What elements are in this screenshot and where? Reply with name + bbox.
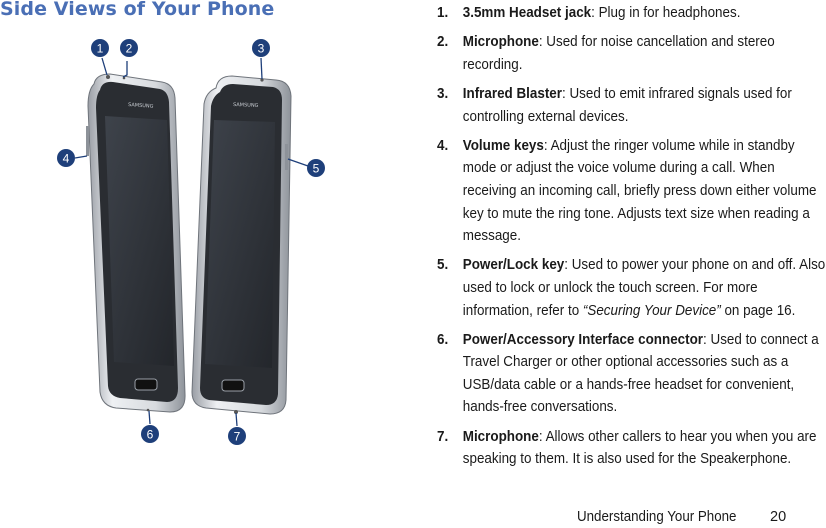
list-item: 2. Microphone: Used for noise cancellation and stereo recording. xyxy=(437,34,775,73)
svg-text:5: 5 xyxy=(312,161,320,176)
svg-text:4: 4 xyxy=(62,151,70,166)
home-key-right xyxy=(222,380,244,391)
cross-reference-link[interactable]: “Securing Your Device” xyxy=(582,302,721,319)
svg-text:7: 7 xyxy=(233,429,241,444)
callout-6 xyxy=(141,425,159,443)
side-view-feature-list xyxy=(437,2,826,477)
svg-text:3: 3 xyxy=(257,41,265,56)
list-item: 3. Infrared Blaster: Used to emit infrared signals used for controlling external devices. xyxy=(437,85,792,125)
phone-left-side-view xyxy=(86,74,185,412)
list-item: 4. Volume keys: Adjust the ringer volume while in standby mode or adjust the voice volume during a call. When receiving an incoming call, briefly press down either volume key to mute the ring tone. Adjusts text size when reading a message. xyxy=(437,137,817,245)
brand-logo-left: SAMSUNG xyxy=(127,102,154,110)
phone-side-views-figure xyxy=(50,34,340,454)
footer-section-title: Understanding Your Phone xyxy=(577,509,737,525)
callout-2 xyxy=(120,39,138,57)
svg-text:2: 2 xyxy=(125,41,133,56)
volume-key xyxy=(86,126,89,156)
headset-jack xyxy=(106,75,110,79)
home-key-left xyxy=(135,379,157,390)
svg-text:6: 6 xyxy=(146,427,154,442)
page-title: Side Views of Your Phone xyxy=(0,0,275,20)
brand-logo-right: SAMSUNG xyxy=(232,102,259,109)
list-item: 5. Power/Lock key: Used to power your phone on and off. Also used to lock or unlock the touch screen. For more information, refer to “Securing Your Device” on page 16. xyxy=(437,257,826,319)
bottom-microphone xyxy=(147,409,150,412)
power-lock-key xyxy=(285,144,288,170)
list-item: 1. 3.5mm Headset jack: Plug in for headphones. xyxy=(437,5,741,21)
callout-1 xyxy=(91,39,109,57)
callout-7 xyxy=(228,427,246,445)
callout-5 xyxy=(307,159,325,177)
phone-right-side-view xyxy=(192,76,291,414)
page-number: 20 xyxy=(770,509,787,525)
svg-text:1: 1 xyxy=(96,41,104,56)
list-item: 7. Microphone: Allows other callers to hear you when you are speaking to them. It is also used for the Speakerphone. xyxy=(437,428,817,468)
list-item: 6. Power/Accessory Interface connector: Used to connect a Travel Charger or other optional accessories such as a USB/data cable or a hands-free headset for convenient, hands-free conversations. xyxy=(437,331,819,416)
callout-3 xyxy=(252,39,270,57)
callout-4 xyxy=(57,149,75,167)
